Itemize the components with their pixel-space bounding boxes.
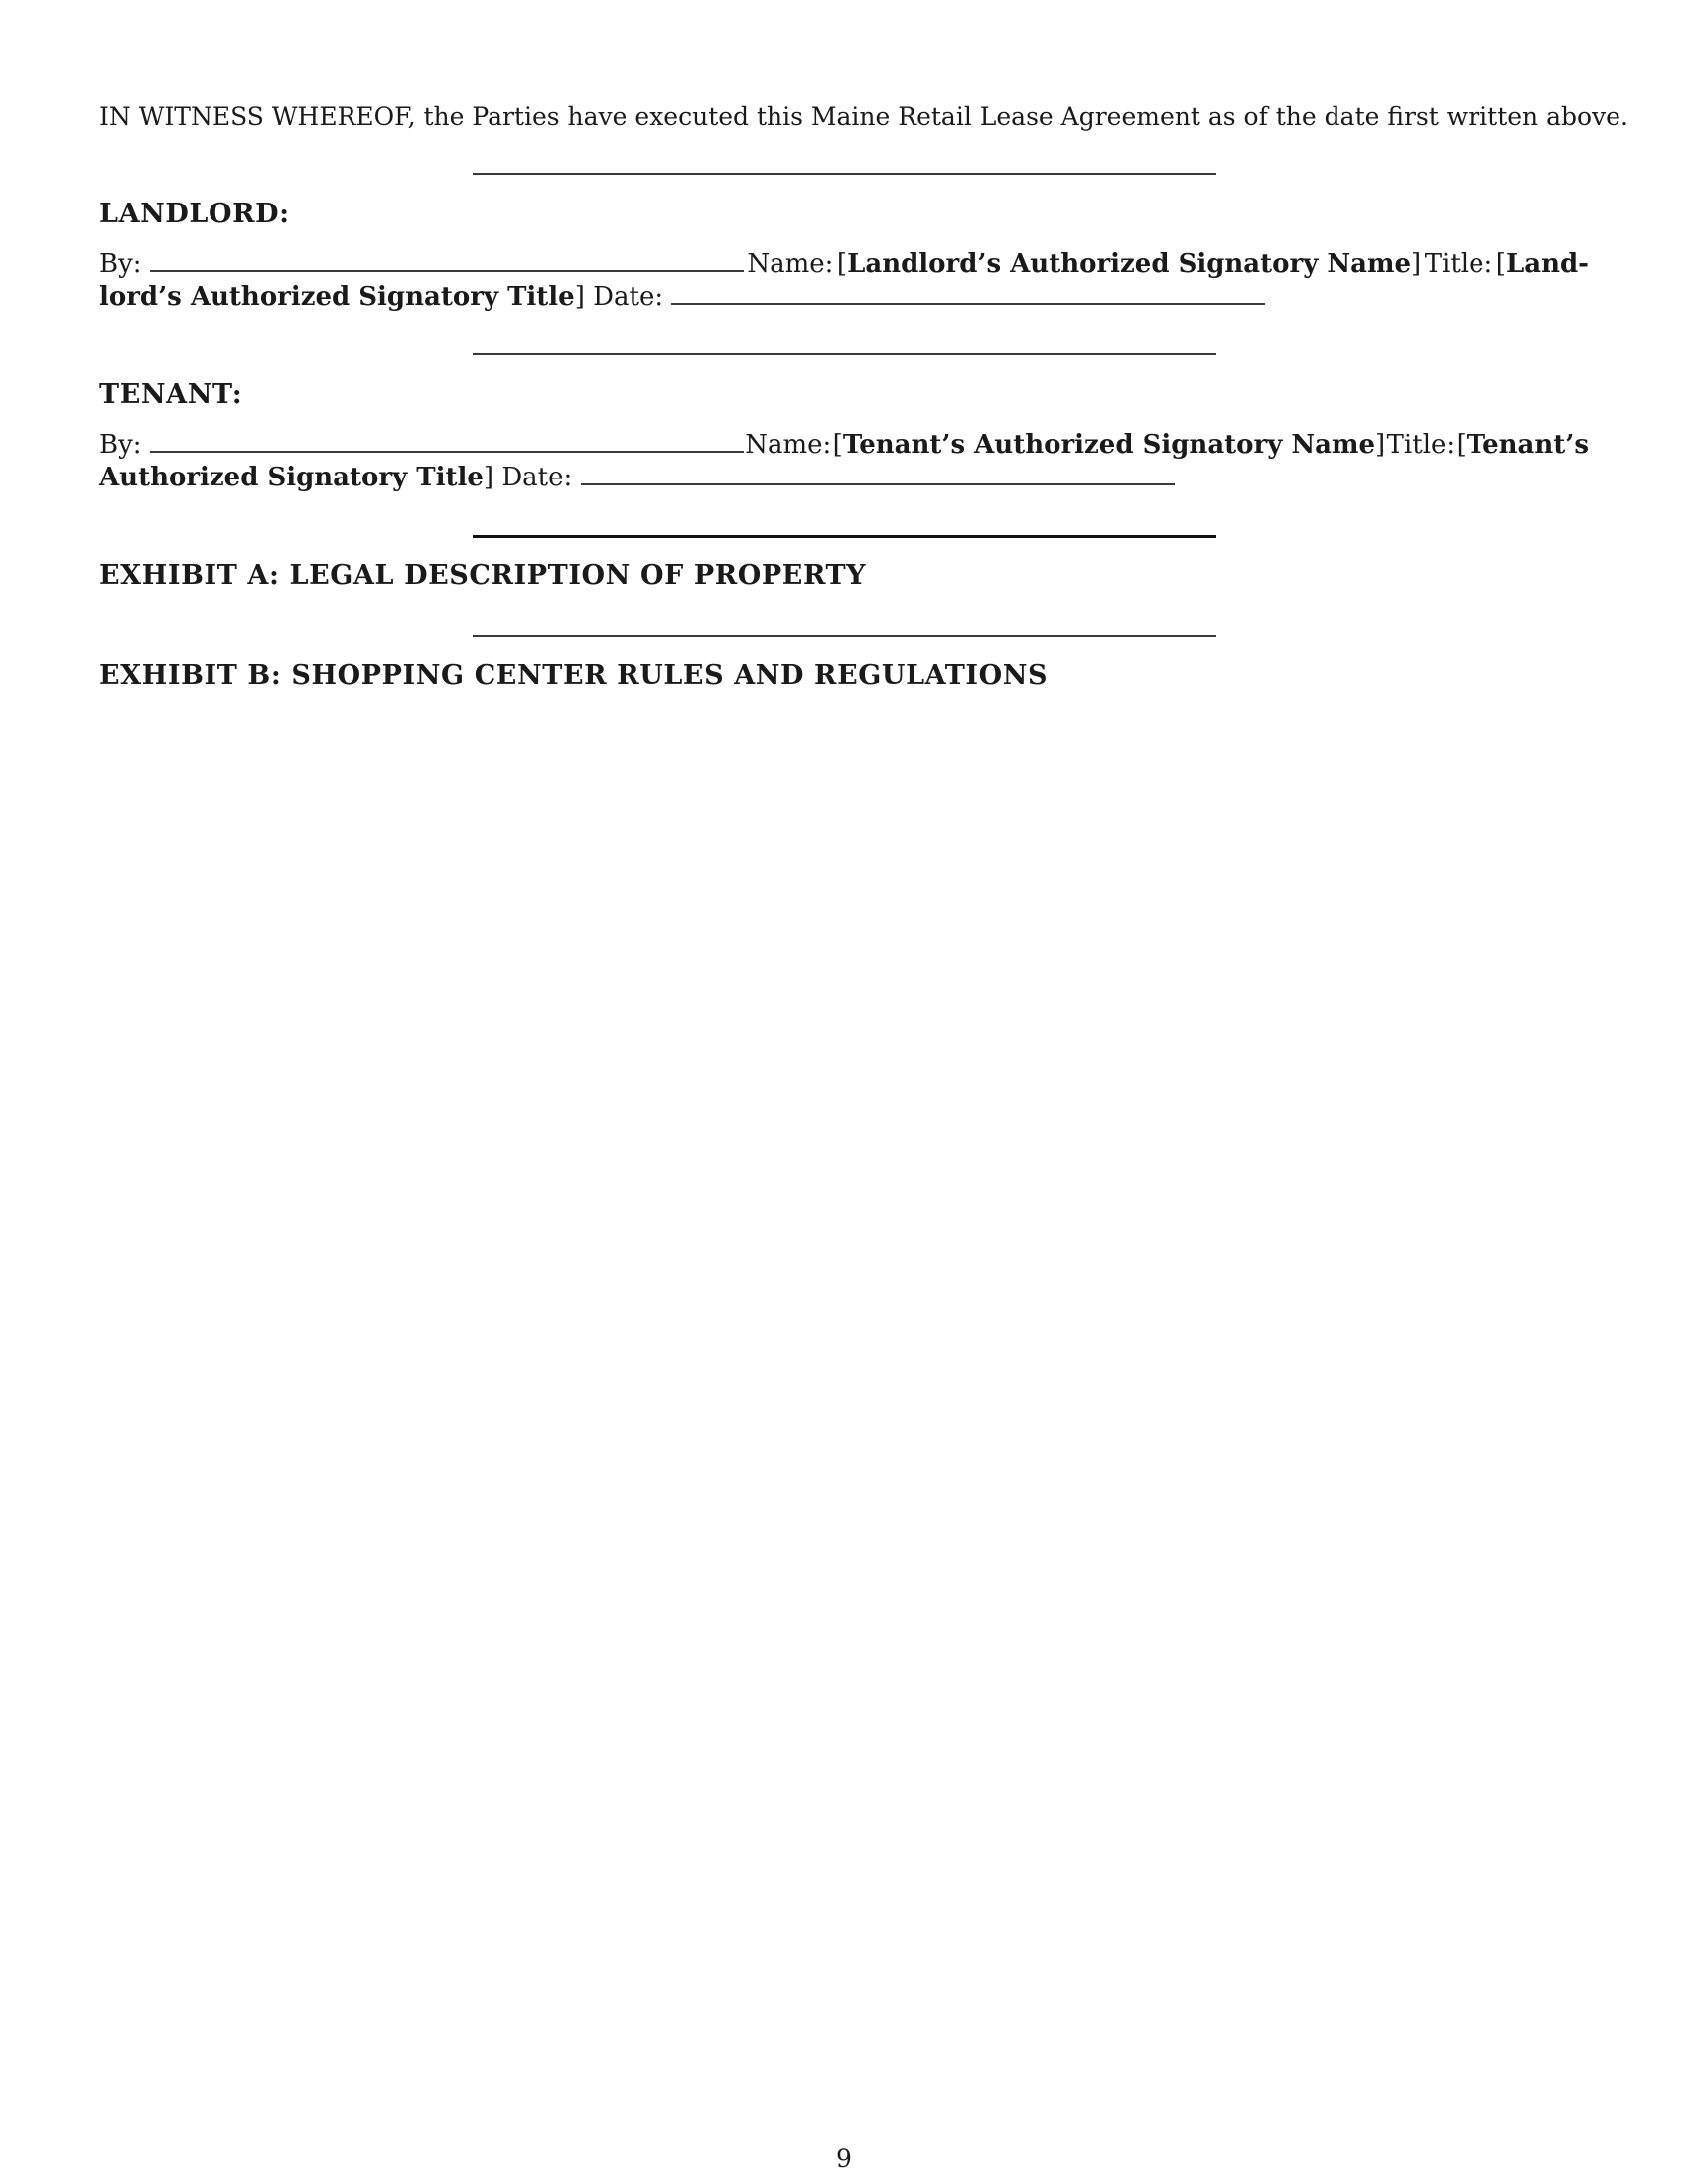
landlord-title-value-start: Land- <box>1505 249 1589 279</box>
tenant-date-label: Date: <box>501 463 573 492</box>
exhibit-a-heading: EXHIBIT A: LEGAL DESCRIPTION OF PROPERTY <box>99 560 867 591</box>
landlord-name-group: [Landlord’s Authorized Signatory Name] <box>836 249 1422 279</box>
page-number: 9 <box>836 2144 852 2173</box>
landlord-signature-line[interactable] <box>150 248 744 272</box>
witness-statement: IN WITNESS WHEREOF, the Parties have executed this Maine Retail Lease Agreement as of the date first written above. <box>99 102 1628 131</box>
landlord-heading: LANDLORD: <box>99 199 290 229</box>
landlord-signature-block: By: Name: [Landlord’s Authorized Signatory Name] Title: [Land- lord’s Authorized Signatory Title] Date: <box>99 249 1589 312</box>
tenant-signature-block: By: Name: [Tenant’s Authorized Signatory Name] Title: [Tenant’s Authorized Signatory Title] Date: <box>99 430 1589 492</box>
divider-line <box>473 353 1216 355</box>
tenant-name-group: [Tenant’s Authorized Signatory Name] <box>832 430 1386 460</box>
divider-line <box>473 535 1216 538</box>
tenant-name-label: Name: <box>745 430 832 460</box>
landlord-name-value: Landlord’s Authorized Signatory Name <box>847 249 1412 279</box>
tenant-title-group-start: [Tenant’s <box>1456 430 1589 460</box>
divider-line <box>473 173 1216 175</box>
exhibit-b-heading: EXHIBIT B: SHOPPING CENTER RULES AND REGULATIONS <box>99 660 1049 691</box>
tenant-title-label: Title: <box>1386 430 1456 460</box>
landlord-title-label: Title: <box>1424 249 1493 279</box>
tenant-title-value-end: Authorized Signatory Title <box>99 463 484 492</box>
tenant-date-line[interactable] <box>581 462 1175 485</box>
landlord-title-value-end: lord’s Authorized Signatory Title <box>99 282 575 312</box>
landlord-title-group-start: [Land- <box>1495 249 1589 279</box>
landlord-date-label: Date: <box>593 282 664 312</box>
tenant-title-value-start: Tenant’s <box>1466 430 1589 460</box>
landlord-by-label: By: <box>99 249 142 279</box>
landlord-date-line[interactable] <box>671 281 1265 305</box>
divider-line <box>473 635 1216 637</box>
landlord-by-group <box>99 248 744 281</box>
tenant-heading: TENANT: <box>99 379 243 410</box>
tenant-by-label: By: <box>99 430 142 460</box>
tenant-signature-line[interactable] <box>150 429 744 453</box>
tenant-by-group <box>99 429 744 462</box>
tenant-name-value: Tenant’s Authorized Signatory Name <box>842 430 1376 460</box>
landlord-name-label: Name: <box>747 249 834 279</box>
